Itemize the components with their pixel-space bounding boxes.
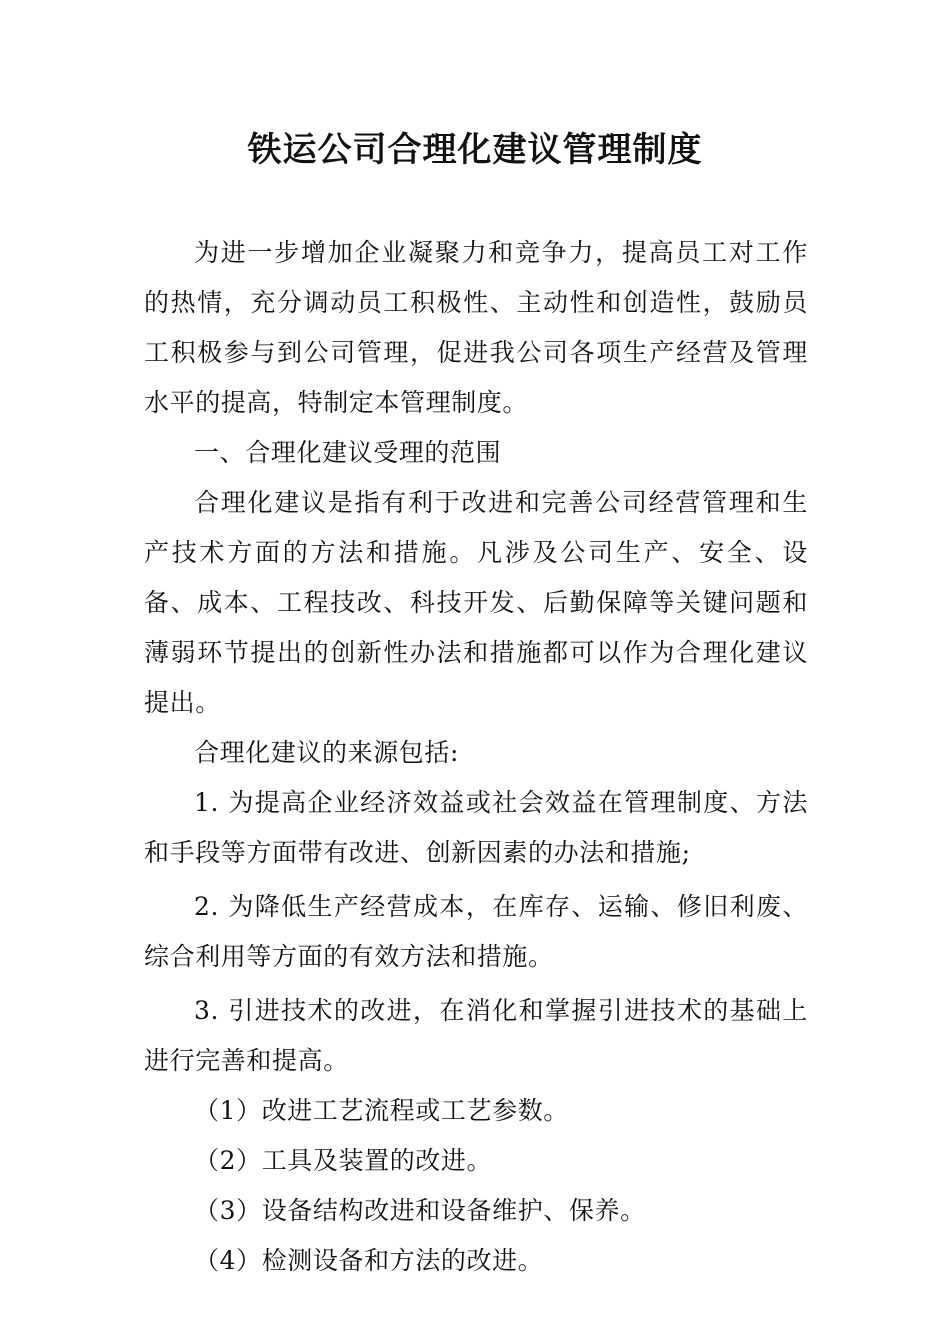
- document-body: [144, 228, 808, 1286]
- document-title: 铁运公司合理化建议管理制度: [247, 130, 703, 170]
- scope-paragraph: 合理化建议是指有利于改进和完善公司经营管理和生产技术方面的方法和措施。凡涉及公司生产、安全、设备、成本、工程技改、科技开发、后勤保障等关键问题和薄弱环节提出的创新性办法和措施都可以作为合理化建议提出。: [144, 488, 808, 717]
- source-item-3: 3. 引进技术的改进，在消化和掌握引进技术的基础上进行完善和提高。: [144, 996, 808, 1075]
- sub-item-2: （2）工具及装置的改进。: [194, 1146, 493, 1175]
- section-heading-scope: 一、合理化建议受理的范围: [194, 438, 502, 467]
- sources-intro: 合理化建议的来源包括:: [194, 738, 460, 767]
- sub-item-1: （1）改进工艺流程或工艺参数。: [194, 1096, 569, 1125]
- source-item-2: 2. 为降低生产经营成本，在库存、运输、修旧利废、综合利用等方面的有效方法和措施。: [144, 892, 808, 971]
- sub-item-4: （4）检测设备和方法的改进。: [194, 1246, 544, 1275]
- intro-paragraph: 为进一步增加企业凝聚力和竞争力，提高员工对工作的热情，充分调动员工积极性、主动性和创造性，鼓励员工积极参与到公司管理，促进我公司各项生产经营及管理水平的提高，特制定本管理制度。: [144, 238, 808, 417]
- source-item-1: 1. 为提高企业经济效益或社会效益在管理制度、方法和手段等方面带有改进、创新因素的办法和措施;: [144, 788, 808, 867]
- sub-item-3: （3）设备结构改进和设备维护、保养。: [194, 1196, 646, 1225]
